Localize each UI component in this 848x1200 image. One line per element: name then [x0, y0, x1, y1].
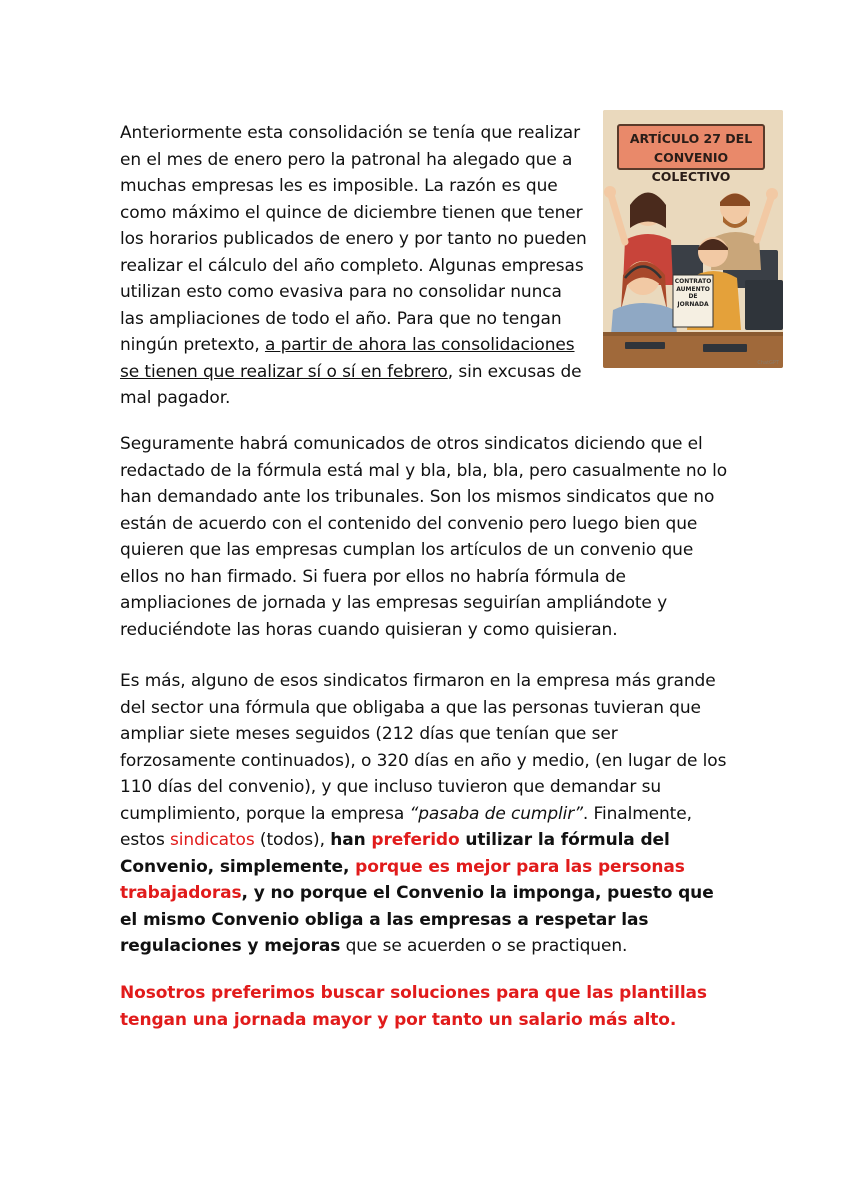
- paragraph-largest-company: [120, 668, 730, 960]
- p3-quote: “pasaba de cumplir”: [409, 803, 583, 824]
- p3-part-3: (todos),: [254, 830, 331, 850]
- illustration-title-line-1: ARTÍCULO 27 DEL: [629, 131, 753, 146]
- p3-sindicatos: sindicatos: [170, 830, 255, 850]
- p3-porque: porque es mejor para las personas trabajadoras: [120, 856, 685, 903]
- paragraph-1-text: Anteriormente esta consolidación se tenía que realizar en el mes de enero pero la patronal ha alegado que a muchas empresas les es imposible. La razón es que como máximo el quince de diciembre tienen que tener los horarios publicados de enero y por tanto no pueden realizar el cálculo del año completo. Algunas empresas utilizan esto como evasiva para no consolidar nunca las ampliaciones de todo el año. Para que no tengan ningún pretexto,: [120, 123, 587, 355]
- p3-part-2: . Finalmente, estos: [120, 803, 692, 850]
- doc-line-2: AUMENTO DE: [676, 285, 710, 300]
- illustration-credit: ChatGPT: [757, 360, 779, 366]
- paragraph-1-ending: , sin excusas de mal pagador.: [120, 361, 582, 408]
- paragraph-consolidation: [120, 120, 590, 412]
- p3-preferido: preferido: [371, 830, 460, 850]
- contract-document-label: [673, 278, 713, 308]
- article-27-illustration: [603, 110, 783, 368]
- illustration-title: [617, 124, 765, 184]
- paragraph-other-unions: Seguramente habrá comunicados de otros sindicatos diciendo que el redactado de la fórmula está mal y bla, bla, bla, pero casualmente no lo han demandado ante los tribunales. Son los mismos sindicatos que no están de acuerdo con el contenido del convenio pero luego bien que quieren que las empresas cumplan los artículos de un convenio que ellos no han firmado. Si fuera por ellos no habría fórmula de ampliaciones de jornada y las empresas seguirían ampliándote y reduciéndote las horas cuando quisieran y como quisieran.: [120, 434, 728, 640]
- paragraph-1-underlined: a partir de ahora las consolidaciones se tienen que realizar sí o sí en febrero: [120, 335, 575, 382]
- p3-utilizar: utilizar la fórmula del Convenio, simplemente,: [120, 830, 670, 877]
- p3-end: que se acuerden o se practiquen.: [340, 936, 628, 956]
- doc-line-3: JORNADA: [677, 300, 709, 308]
- doc-line-1: CONTRATO: [674, 278, 712, 285]
- p3-y-no: , y no porque el Convenio la imponga, puesto que el mismo Convenio obliga a las empresas a respetar las regulaciones y mejoras: [120, 883, 714, 956]
- paragraph-conclusion: Nosotros preferimos buscar soluciones para que las plantillas tengan una jornada mayor y por tanto un salario más alto.: [120, 983, 707, 1030]
- p3-part-1: Es más, alguno de esos sindicatos firmaron en la empresa más grande del sector una fórmula que obligaba a que las personas tuvieran que ampliar siete meses seguidos (212 días que tenían que ser forzosamente continuados), o 320 días en año y medio, (en lugar de los 110 días del convenio), y que incluso tuvieron que demandar su cumplimiento, porque la empresa: [120, 671, 727, 824]
- illustration-title-line-2: CONVENIO COLECTIVO: [651, 150, 731, 184]
- p3-han: han: [330, 830, 372, 850]
